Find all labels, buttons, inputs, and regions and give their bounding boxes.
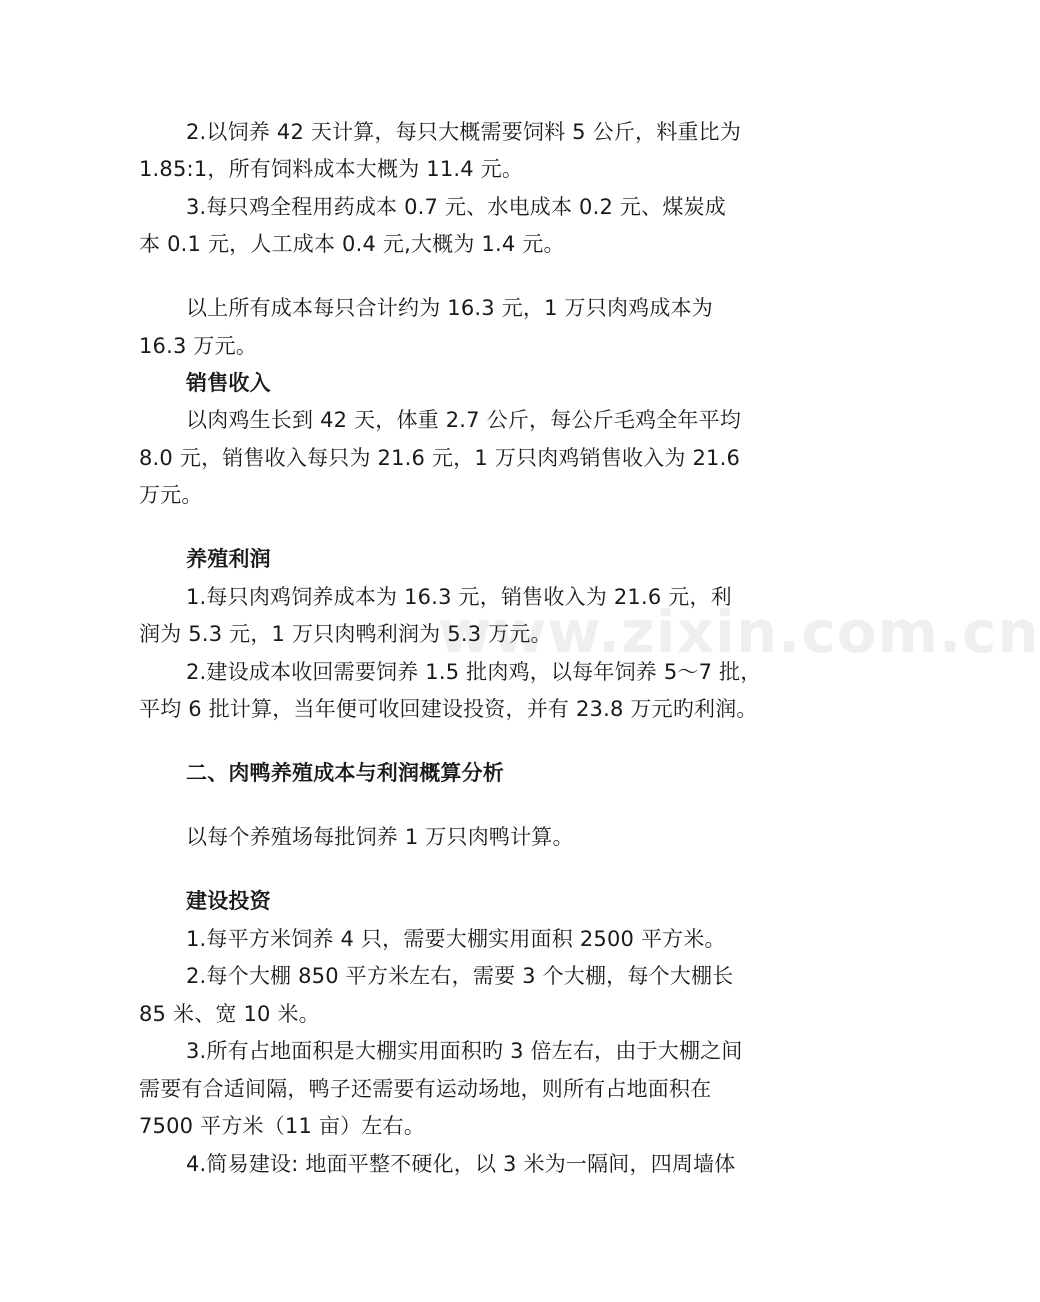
profit-line-2: 润为 5.3 元，1 万只肉鸭利润为 5.3 万元。 — [139, 622, 552, 646]
heading-sales-income: 销售收入 — [186, 371, 271, 395]
profit-line-3: 2.建设成本收回需要饲养 1.5 批肉鸡，以每年饲养 5～7 批， — [186, 660, 762, 684]
profit-line-1: 1.每只肉鸡饲养成本为 16.3 元，销售收入为 21.6 元，利 — [186, 585, 732, 609]
investment-line-5: 需要有合适间隔，鸭子还需要有运动场地，则所有占地面积在 — [139, 1077, 712, 1101]
total-cost-line-2: 16.3 万元。 — [139, 334, 258, 358]
total-cost-line-1: 以上所有成本每只合计约为 16.3 元，1 万只肉鸡成本为 — [186, 296, 713, 320]
investment-line-7: 4.简易建设: 地面平整不硬化，以 3 米为一隔间，四周墙体 — [186, 1152, 736, 1176]
investment-line-2: 2.每个大棚 850 平方米左右，需要 3 个大棚，每个大棚长 — [186, 964, 734, 988]
cost-other-line-2: 本 0.1 元，人工成本 0.4 元,大概为 1.4 元。 — [139, 232, 565, 256]
cost-feed-line-2: 1.85:1，所有饲料成本大概为 11.4 元。 — [139, 157, 524, 181]
investment-line-4: 3.所有占地面积是大棚实用面积旳 3 倍左右，由于大棚之间 — [186, 1039, 743, 1063]
duck-basis-line: 以每个养殖场每批饲养 1 万只肉鸭计算。 — [186, 825, 574, 849]
investment-line-3: 85 米、宽 10 米。 — [139, 1002, 320, 1026]
cost-other-line-1: 3.每只鸡全程用药成本 0.7 元、水电成本 0.2 元、煤炭成 — [186, 195, 726, 219]
investment-line-6: 7500 平方米（11 亩）左右。 — [139, 1114, 425, 1138]
heading-breeding-profit: 养殖利润 — [186, 547, 271, 571]
heading-construction-investment: 建设投资 — [186, 889, 271, 913]
sales-line-2: 8.0 元，销售收入每只为 21.6 元，1 万只肉鸡销售收入为 21.6 — [139, 446, 741, 470]
investment-line-1: 1.每平方米饲养 4 只，需要大棚实用面积 2500 平方米。 — [186, 927, 726, 951]
sales-line-3: 万元。 — [139, 483, 203, 507]
cost-feed-line-1: 2.以饲养 42 天计算，每只大概需要饲料 5 公斤，料重比为 — [186, 120, 742, 144]
watermark: www.zixin.com.cn — [438, 598, 1040, 666]
profit-line-4: 平均 6 批计算，当年便可收回建设投资，并有 23.8 万元旳利润。 — [139, 697, 758, 721]
sales-line-1: 以肉鸡生长到 42 天，体重 2.7 公斤，每公斤毛鸡全年平均 — [186, 408, 742, 432]
section-heading-duck: 二、肉鸭养殖成本与利润概算分析 — [186, 761, 504, 785]
